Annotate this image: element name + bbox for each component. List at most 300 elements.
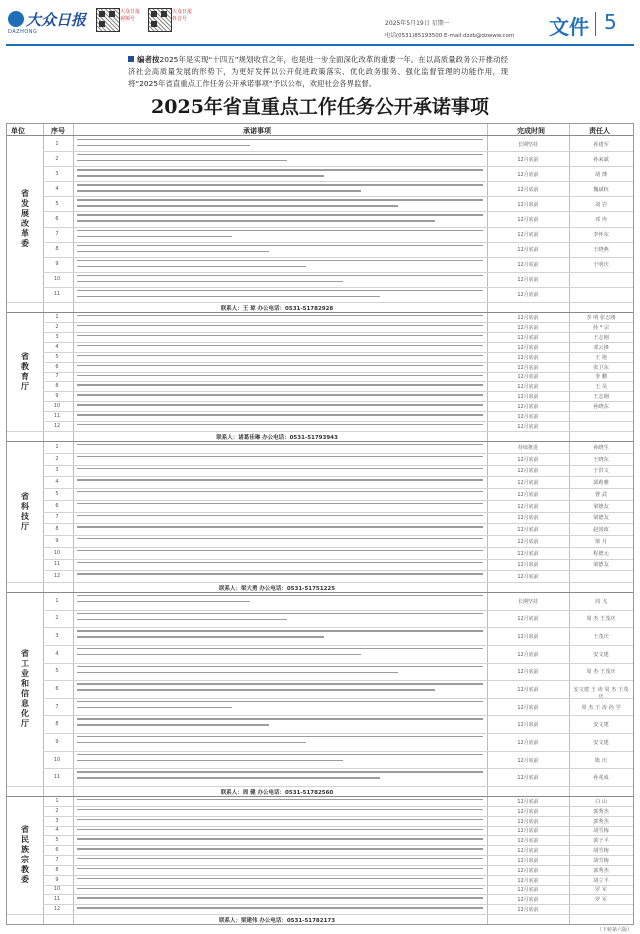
responsible-person: 王志刚 (593, 334, 609, 341)
row-number: 12 (53, 573, 61, 580)
row-rule (43, 523, 633, 524)
issue-date: 2025年5月19日 星期一 (385, 20, 450, 27)
page-number: 5 (604, 10, 617, 34)
row-number: 5 (55, 490, 59, 497)
row-number: 11 (53, 774, 61, 781)
commitment-text-line (77, 742, 306, 743)
row-number: 10 (53, 276, 61, 283)
responsible-person: 程德元 (593, 550, 609, 557)
commitment-text-line (77, 145, 250, 146)
commitment-text-line (77, 503, 483, 504)
responsible-person: 安文建 (593, 739, 609, 746)
completion-time: 12月底前 (517, 818, 539, 825)
row-number: 1 (55, 140, 59, 147)
completion-time: 12月底前 (517, 277, 539, 284)
responsible-person: 孙晓东 (593, 404, 609, 411)
commitment-text-line (77, 236, 232, 237)
completion-time: 12月底前 (517, 574, 539, 581)
group-rule (7, 441, 633, 442)
responsible-person: 梁德友 (593, 562, 609, 569)
group-contact: 联系人：王 琼 办公电话：0531-51782928 (220, 306, 334, 312)
completion-time: 12月底前 (517, 739, 539, 746)
completion-time: 12月底前 (517, 538, 539, 545)
responsible-person: 孙 * 宗 (592, 324, 610, 331)
commitment-text-line (77, 683, 483, 684)
row-number: 8 (55, 383, 59, 390)
editor-note-text: 2025年是实现“十四五”规划收官之年，也是进一步全面深化改革的重要一年。在以高质量政务公开推动经济社会高质量发展的形势下，为更好发挥以公开促进政策落实、优化政务服务、强化监督管理的功能作用，现将“2025年省直重点工作任务公开承诺事项”予以公布，欢迎社会各界监督。 (128, 55, 508, 88)
responsible-person: 王 昊 (594, 384, 608, 391)
row-rule (43, 411, 633, 412)
header-rule (7, 135, 633, 136)
row-number: 7 (55, 514, 59, 521)
commitment-text-line (77, 562, 483, 563)
responsible-person: 王 艳 (594, 354, 608, 361)
completion-time: 12月底前 (517, 374, 539, 381)
commitment-text-line (77, 858, 483, 859)
row-number: 5 (55, 668, 59, 675)
row-number: 10 (53, 886, 61, 893)
commitment-text-line (77, 838, 483, 839)
commitment-text-line (77, 315, 483, 316)
unit-label: 省工业和信息化厅 (21, 649, 29, 728)
unit-label: 省发展改革委 (21, 189, 29, 248)
row-rule (43, 342, 633, 343)
row-number: 4 (55, 343, 59, 350)
responsible-person: 孙晓生 (593, 444, 609, 451)
commitment-text-line (77, 169, 483, 170)
row-number: 10 (53, 403, 61, 410)
commitment-text-line (77, 468, 483, 469)
row-number: 1 (55, 797, 59, 804)
responsible-person: 魏斌杭 (593, 186, 609, 193)
commitment-text-line (77, 636, 324, 637)
responsible-person: 周 杰 王茂庆 (586, 669, 616, 676)
completion-time: 12月底前 (517, 491, 539, 498)
commitment-text-line (77, 771, 483, 772)
row-number: 4 (55, 827, 59, 834)
commitment-text-line (77, 251, 269, 252)
completion-time: 12月底前 (517, 156, 539, 163)
row-rule (43, 401, 633, 402)
logo-subtext: DAZHONG (8, 29, 38, 35)
completion-time: 12月底前 (517, 887, 539, 894)
row-rule (43, 806, 633, 807)
row-rule (43, 645, 633, 646)
commitment-text-line (77, 335, 483, 336)
completion-time: 12月底前 (517, 171, 539, 178)
row-number: 10 (53, 756, 61, 763)
completion-time: 12月底前 (517, 897, 539, 904)
responsible-person: 王志刚 (593, 394, 609, 401)
logo-text: 大众日报 (26, 11, 87, 29)
completion-time: 12月底前 (517, 262, 539, 269)
row-rule (43, 421, 633, 422)
row-number: 2 (55, 807, 59, 814)
completion-time: 12月底前 (517, 384, 539, 391)
completion-time: 12月底前 (517, 414, 539, 421)
commitment-text-line (77, 907, 483, 908)
commitment-text-line (77, 296, 380, 297)
commitment-text-line (77, 281, 343, 282)
commitment-text-line (77, 345, 483, 346)
commitment-text-line (77, 355, 483, 356)
row-rule (43, 845, 633, 846)
completion-time: 12月底前 (517, 527, 539, 534)
row-number: 9 (55, 876, 59, 883)
commitments-table (6, 123, 634, 925)
contact-rule (7, 914, 633, 915)
completion-time: 12月底前 (517, 344, 539, 351)
completion-time: 12月底前 (517, 757, 539, 764)
commitment-text-line (77, 595, 483, 596)
commitment-text-line (77, 394, 483, 395)
responsible-person: 安文建 (593, 722, 609, 729)
responsible-person: 于明庆 (593, 262, 609, 269)
header-resp: 责任人 (589, 127, 610, 135)
row-number: 7 (55, 856, 59, 863)
contact-rule (7, 582, 633, 583)
group-contact: 联系人：梁建伟 办公电话：0531-51782173 (218, 918, 336, 924)
responsible-person: 李怀东 (593, 232, 609, 239)
qr-caption-video: 大众日报视频号 (120, 9, 141, 22)
row-rule (43, 698, 633, 699)
row-number: 2 (55, 455, 59, 462)
row-number: 11 (53, 561, 61, 568)
commitment-text-line (77, 175, 324, 176)
responsible-person: 邓 冉 (594, 217, 608, 223)
row-number: 2 (55, 323, 59, 330)
row-rule (43, 381, 633, 382)
commitment-text-line (77, 573, 483, 574)
editor-note (128, 54, 508, 90)
row-rule (43, 570, 633, 571)
row-number: 1 (55, 443, 59, 450)
completion-time: 12月底前 (517, 394, 539, 401)
completion-time: 12月底前 (517, 616, 539, 623)
completion-time: 12月底前 (517, 186, 539, 193)
commitment-text-line (77, 214, 483, 215)
row-rule (43, 476, 633, 477)
row-number: 6 (55, 216, 59, 222)
group-contact: 联系人：梁大勇 办公电话：0531-51751225 (218, 586, 336, 592)
commitment-text-line (77, 160, 287, 161)
commitment-text-line (77, 666, 483, 667)
commitment-text-line (77, 619, 287, 620)
row-rule (43, 610, 633, 611)
row-rule (43, 894, 633, 895)
row-number: 6 (55, 686, 59, 692)
row-rule (43, 512, 633, 513)
row-number: 6 (55, 847, 59, 854)
commitment-text-line (77, 809, 483, 810)
commitment-text-line (77, 613, 483, 614)
responsible-person: 孙建军 (593, 141, 609, 148)
completion-time: 12月底前 (517, 334, 539, 341)
row-rule (43, 680, 633, 681)
commitment-text-line (77, 275, 483, 276)
commitment-text-line (77, 266, 306, 267)
commitment-text-line (77, 799, 483, 800)
completion-time: 12月底前 (517, 838, 539, 845)
header-unit: 单位 (11, 127, 25, 135)
row-rule (43, 875, 633, 876)
qr-code-douyin-icon (148, 8, 172, 32)
row-rule (43, 352, 633, 353)
commitment-text-line (77, 230, 483, 231)
commitment-text-line (77, 456, 483, 457)
responsible-person: 梁 月 (594, 538, 608, 545)
responsible-person: 梁德友 (593, 515, 609, 522)
commitment-text-line (77, 724, 269, 725)
row-number: 7 (55, 231, 59, 238)
newspaper-logo (8, 9, 86, 35)
completion-time: 12月底前 (517, 503, 539, 510)
responsible-person: 郭秀杰 (593, 808, 609, 815)
page-title: 2025年省直重点工作任务公开承诺事项 (151, 96, 489, 118)
responsible-person: 刘 岩 (594, 201, 608, 208)
row-number: 9 (55, 738, 59, 745)
row-rule (43, 826, 633, 827)
responsible-person: 周 杰 王 涛 孙 学 (581, 704, 621, 711)
completion-time: 12月底前 (517, 808, 539, 815)
masthead (0, 0, 640, 46)
responsible-person: 安文建 (593, 651, 609, 658)
commitment-text-line (77, 760, 343, 761)
responsible-person: 曹 武 (594, 491, 608, 498)
responsible-person: 李 鹏 (594, 374, 608, 381)
row-number: 11 (53, 896, 61, 903)
completion-time: 12月底前 (517, 857, 539, 864)
commitment-text-line (77, 754, 483, 755)
row-rule (43, 362, 633, 363)
commitment-text-line (77, 205, 398, 206)
commitment-text-line (77, 888, 483, 889)
completion-time: 12月底前 (517, 324, 539, 331)
qr-code-video-icon (96, 8, 120, 32)
completion-time: 12月底前 (517, 867, 539, 874)
responsible-person: 梁德友 (593, 503, 609, 510)
row-rule (43, 733, 633, 734)
qr-caption-douyin: 大众日报抖音号 (172, 9, 193, 22)
row-rule (43, 768, 633, 769)
completion-time: 长期坚持 (517, 598, 538, 605)
row-rule (43, 166, 633, 167)
row-number: 8 (55, 526, 59, 533)
row-number: 2 (55, 615, 59, 622)
responsible-person: 胡雪梅 (593, 828, 609, 835)
responsible-person: 张卫东 (593, 364, 609, 371)
commitment-text-line (77, 897, 483, 898)
completion-time: 12月底前 (517, 687, 539, 693)
group-rule (7, 312, 633, 313)
row-rule (43, 816, 633, 817)
responsible-person: 白 山 (594, 798, 608, 805)
completion-time: 12月底前 (517, 217, 539, 223)
unit-label: 省教育厅 (21, 351, 29, 391)
completion-time: 12月底前 (517, 651, 539, 658)
commitment-text-line (77, 444, 483, 445)
commitment-text-line (77, 190, 361, 191)
responsible-person: 赵国政 (593, 527, 609, 534)
responsible-person: 罗 军 (594, 887, 608, 894)
row-rule (43, 855, 633, 856)
completion-time: 12月底前 (517, 550, 539, 557)
row-rule (43, 272, 633, 273)
responsible-person: 胡雪梅 (593, 848, 609, 855)
responsible-person: 周 杰 王茂庆 (586, 616, 616, 623)
row-rule (43, 151, 633, 152)
row-rule (43, 372, 633, 373)
contact-rule (7, 786, 633, 787)
row-number: 9 (55, 393, 59, 400)
completion-time: 12月底前 (517, 634, 539, 641)
bullet-square-icon (128, 56, 134, 62)
row-rule (43, 865, 633, 866)
row-rule (43, 196, 633, 197)
row-rule (43, 257, 633, 258)
completion-time: 12月底前 (517, 364, 539, 371)
commitment-text-line (77, 424, 483, 425)
commitment-text-line (77, 139, 483, 140)
row-rule (43, 227, 633, 228)
row-number: 3 (55, 817, 59, 824)
commitment-text-line (77, 689, 435, 690)
row-rule (43, 904, 633, 905)
group-contact: 联系人：周 健 办公电话：0531-51782560 (220, 790, 334, 796)
commitment-text-line (77, 245, 483, 246)
commitment-text-line (77, 654, 361, 655)
responsible-person: 郭秀杰 (593, 818, 609, 825)
row-number: 3 (55, 467, 59, 474)
completion-time: 12月底前 (517, 232, 539, 239)
commitment-text-line (77, 515, 483, 516)
commitment-text-line (77, 375, 483, 376)
row-number: 12 (53, 423, 61, 430)
commitment-text-line (77, 878, 483, 879)
continued-note: （下转第六版） (596, 927, 632, 933)
logo-emblem-icon (8, 11, 24, 27)
row-number: 9 (55, 261, 59, 268)
responsible-person: 罗 军 (594, 897, 608, 904)
completion-time: 12月底前 (517, 201, 539, 208)
row-number: 9 (55, 537, 59, 544)
commitment-text-line (77, 491, 483, 492)
commitment-text-line (77, 154, 483, 155)
commitment-text-line (77, 718, 483, 719)
responsible-person: 邱莉雅 (593, 480, 609, 487)
row-number: 3 (55, 633, 59, 640)
row-rule (43, 500, 633, 501)
row-number: 4 (55, 479, 59, 486)
commitment-text-line (77, 538, 483, 539)
responsible-person: 王晓东 (593, 456, 609, 463)
row-rule (43, 391, 633, 392)
commitment-text-line (77, 184, 483, 185)
responsible-person: 胡立平 (593, 877, 609, 884)
commitment-text-line (77, 325, 483, 326)
completion-time: 长期坚持 (517, 141, 538, 148)
group-contact: 联系人：诸葛佳琳 办公电话：0531-51793943 (216, 435, 338, 441)
row-rule (43, 287, 633, 288)
row-number: 11 (53, 291, 61, 298)
section-divider (595, 12, 596, 36)
responsible-person: 王晓燕 (593, 247, 609, 254)
row-rule (43, 535, 633, 536)
row-number: 3 (55, 333, 59, 340)
completion-time: 12月底前 (517, 314, 539, 321)
row-rule (43, 559, 633, 560)
row-number: 11 (53, 413, 61, 420)
row-number: 4 (55, 185, 59, 192)
completion-time: 12月底前 (517, 828, 539, 835)
row-rule (43, 663, 633, 664)
contact-rule (7, 431, 633, 432)
completion-time: 12月底前 (517, 292, 539, 299)
row-rule (43, 332, 633, 333)
completion-time: 12月底前 (517, 848, 539, 855)
commitment-text-line (77, 672, 398, 673)
commitment-text-line (77, 648, 483, 649)
completion-time: 12月底前 (517, 424, 539, 431)
commitment-text-line (77, 260, 483, 261)
commitment-text-line (77, 736, 483, 737)
row-number: 4 (55, 650, 59, 657)
responsible-person: 于洪文 (593, 468, 609, 475)
responsible-person: 安文建 王 涛 周 杰 王茂 (573, 687, 629, 693)
contact-rule (7, 302, 633, 303)
row-rule (43, 211, 633, 212)
commitment-text-line (77, 601, 250, 602)
responsible-person: 郭秀杰 (593, 867, 609, 874)
commitment-text-line (77, 819, 483, 820)
header-time: 完成时间 (517, 127, 545, 135)
commitment-text-line (77, 290, 483, 291)
completion-time: 12月底前 (517, 907, 539, 914)
responsible-person: 周 飞 (594, 598, 608, 605)
responsible-person: 邓云锋 (593, 344, 609, 351)
row-number: 3 (55, 170, 59, 177)
section-label: 文件 (549, 15, 589, 39)
row-rule (43, 885, 633, 886)
row-rule (43, 751, 633, 752)
commitment-text-line (77, 384, 483, 385)
commitment-text-line (77, 220, 435, 221)
responsible-person: 胡雪梅 (593, 857, 609, 864)
commitment-text-line (77, 550, 483, 551)
responsible-person: 陈 庆 (594, 757, 608, 764)
row-rule (43, 453, 633, 454)
row-number: 10 (53, 549, 61, 556)
responsible-person: 郭子平 (593, 838, 609, 845)
commitment-text-line (77, 404, 483, 405)
completion-time: 12月底前 (517, 515, 539, 522)
completion-time: 12月底前 (517, 456, 539, 463)
completion-time: 12月底前 (517, 704, 539, 711)
responsible-person: 李 明 张志刚 (586, 314, 616, 321)
row-rule (43, 242, 633, 243)
row-number: 5 (55, 353, 59, 360)
commitment-text-line (77, 868, 483, 869)
masthead-rule (6, 44, 634, 46)
unit-label: 省科技厅 (21, 491, 29, 531)
unit-label: 省民族宗教委 (21, 825, 29, 884)
completion-time: 12月底前 (517, 669, 539, 676)
responsible-person: 胡 薄 (594, 171, 608, 178)
completion-time: 12月底前 (517, 798, 539, 805)
row-number: 8 (55, 866, 59, 873)
row-number: 2 (55, 155, 59, 162)
completion-time: 12月底前 (517, 468, 539, 475)
